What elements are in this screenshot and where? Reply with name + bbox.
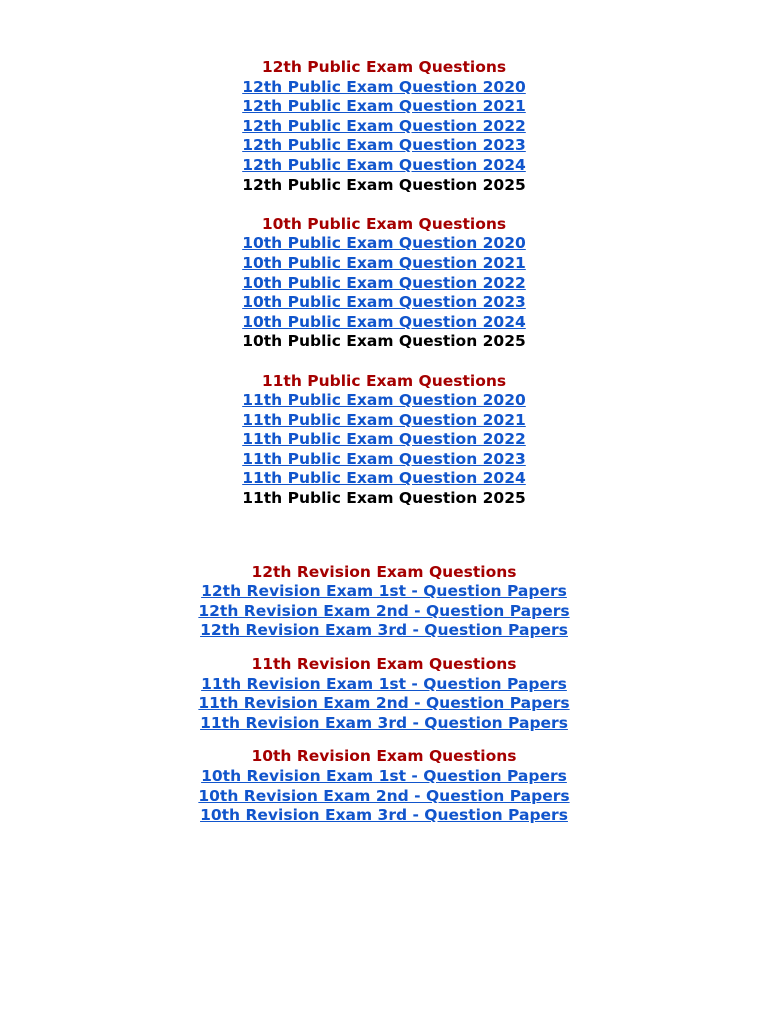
question-link[interactable]: 11th Public Exam Question 2022: [242, 430, 526, 449]
question-link[interactable]: 12th Public Exam Question 2024: [242, 155, 526, 174]
question-link[interactable]: 11th Public Exam Question 2024: [242, 469, 526, 488]
section-heading: 12th Revision Exam Questions: [251, 562, 517, 581]
section-heading: 10th Revision Exam Questions: [251, 747, 517, 766]
public-section-11th: [0, 372, 768, 509]
section-heading: 10th Public Exam Questions: [261, 214, 507, 233]
question-item-plain: 10th Public Exam Question 2025: [242, 332, 526, 351]
section-heading: 11th Revision Exam Questions: [251, 655, 517, 674]
question-item-plain: 11th Public Exam Question 2025: [242, 489, 526, 508]
question-link[interactable]: 10th Public Exam Question 2021: [242, 253, 526, 272]
question-link[interactable]: 12th Public Exam Question 2022: [242, 116, 526, 135]
question-link[interactable]: 10th Public Exam Question 2020: [242, 234, 526, 253]
question-link[interactable]: 12th Public Exam Question 2020: [242, 77, 526, 96]
public-section-12th: [0, 58, 768, 195]
revision-paper-link[interactable]: 11th Revision Exam 2nd - Question Papers: [198, 694, 570, 713]
question-link[interactable]: 11th Public Exam Question 2023: [242, 449, 526, 468]
revision-paper-link[interactable]: 10th Revision Exam 1st - Question Papers: [201, 767, 567, 785]
revision-paper-link[interactable]: 12th Revision Exam 3rd - Question Papers: [200, 621, 568, 640]
revision-section-11th: [0, 655, 768, 733]
question-link[interactable]: 10th Public Exam Question 2024: [242, 312, 526, 331]
revision-paper-link[interactable]: 10th Revision Exam 3rd - Question Papers: [200, 806, 568, 825]
revision-paper-link[interactable]: 12th Revision Exam 1st - Question Papers: [201, 582, 567, 601]
revision-paper-link[interactable]: 11th Revision Exam 3rd - Question Papers: [200, 713, 568, 732]
question-link[interactable]: 12th Public Exam Question 2021: [242, 97, 526, 116]
public-section-10th: [0, 215, 768, 352]
revision-section-10th: [0, 747, 768, 825]
revision-paper-link[interactable]: 12th Revision Exam 2nd - Question Papers: [198, 601, 570, 620]
revision-paper-link[interactable]: 11th Revision Exam 1st - Question Papers: [201, 674, 567, 693]
question-link[interactable]: 12th Public Exam Question 2023: [242, 136, 526, 155]
question-link[interactable]: 10th Public Exam Question 2022: [242, 273, 526, 292]
question-link[interactable]: 11th Public Exam Question 2020: [242, 391, 526, 410]
question-item-plain: 12th Public Exam Question 2025: [242, 175, 526, 194]
section-heading: 12th Public Exam Questions: [261, 58, 507, 76]
question-link[interactable]: 11th Public Exam Question 2021: [242, 410, 526, 429]
revision-paper-link[interactable]: 10th Revision Exam 2nd - Question Papers: [198, 786, 570, 805]
section-heading: 11th Public Exam Questions: [261, 371, 507, 390]
revision-section-12th: [0, 563, 768, 641]
section-spacer: [0, 509, 768, 563]
question-link[interactable]: 10th Public Exam Question 2023: [242, 293, 526, 312]
